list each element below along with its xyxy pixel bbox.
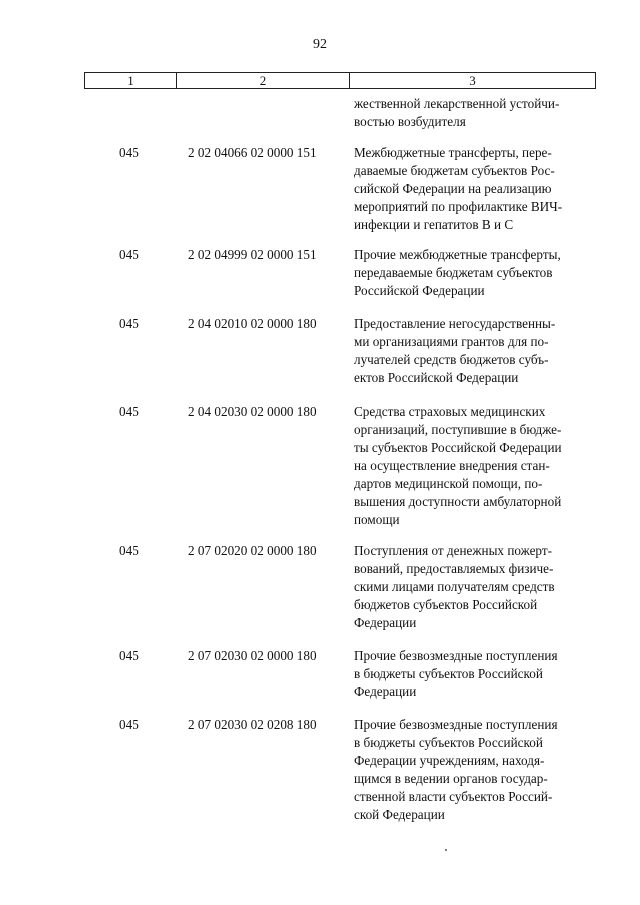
budget-code: 2 02 04066 02 0000 151 bbox=[188, 145, 317, 160]
row-description bbox=[354, 144, 594, 234]
description-line: Прочие безвозмездные поступления bbox=[354, 648, 558, 663]
description-line: даваемые бюджетам субъектов Рос- bbox=[354, 163, 555, 178]
budget-code: 2 07 02030 02 0208 180 bbox=[188, 717, 317, 732]
description-line: бюджетов субъектов Российской bbox=[354, 597, 538, 612]
row-description bbox=[354, 315, 594, 387]
description-line: ектов Российской Федерации bbox=[354, 370, 519, 385]
admin-code: 045 bbox=[119, 316, 139, 331]
description-line: Поступления от денежных пожерт- bbox=[354, 543, 553, 558]
admin-code: 045 bbox=[119, 717, 139, 732]
header-col-1: 1 bbox=[85, 73, 177, 88]
row-description bbox=[354, 542, 594, 632]
row-description bbox=[354, 716, 594, 824]
budget-code: 2 07 02030 02 0000 180 bbox=[188, 648, 317, 663]
description-line: сийской Федерации на реализацию bbox=[354, 181, 552, 196]
description-line: мероприятий по профилактике ВИЧ- bbox=[354, 199, 563, 214]
description-line: Предоставление негосударственны- bbox=[354, 316, 556, 331]
description-line: ты субъектов Российской Федерации bbox=[354, 440, 562, 455]
description-line: в бюджеты субъектов Российской bbox=[354, 666, 543, 681]
continued-line: востью возбудителя bbox=[354, 114, 466, 129]
budget-code: 2 07 02020 02 0000 180 bbox=[188, 543, 317, 558]
budget-code: 2 04 02010 02 0000 180 bbox=[188, 316, 317, 331]
description-line: щимся в ведении органов государ- bbox=[354, 771, 548, 786]
row-description bbox=[354, 246, 594, 300]
description-line: лучателей средств бюджетов субъ- bbox=[354, 352, 549, 367]
description-line: Федерации bbox=[354, 684, 417, 699]
page-number: 92 bbox=[313, 37, 327, 52]
description-line: инфекции и гепатитов B и C bbox=[354, 217, 514, 232]
admin-code: 045 bbox=[119, 648, 139, 663]
description-line: организаций, поступившие в бюдже- bbox=[354, 422, 562, 437]
budget-code: 2 02 04999 02 0000 151 bbox=[188, 247, 317, 262]
description-line: дартов медицинской помощи, по- bbox=[354, 476, 543, 491]
description-line: помощи bbox=[354, 512, 400, 527]
description-line: в бюджеты субъектов Российской bbox=[354, 735, 543, 750]
header-col-3: 3 bbox=[469, 73, 476, 88]
continued-description bbox=[354, 95, 594, 131]
admin-code: 045 bbox=[119, 404, 139, 419]
table-header bbox=[84, 72, 596, 89]
description-line: Межбюджетные трансферты, пере- bbox=[354, 145, 552, 160]
description-line: Российской Федерации bbox=[354, 283, 485, 298]
description-line: передаваемые бюджетам субъектов bbox=[354, 265, 553, 280]
description-line: вований, предоставляемых физиче- bbox=[354, 561, 554, 576]
description-line: Федерации bbox=[354, 615, 417, 630]
budget-code: 2 04 02030 02 0000 180 bbox=[188, 404, 317, 419]
description-line: Средства страховых медицинских bbox=[354, 404, 546, 419]
row-description bbox=[354, 647, 594, 701]
scan-speck bbox=[445, 849, 447, 851]
admin-code: 045 bbox=[119, 145, 139, 160]
description-line: ской Федерации bbox=[354, 807, 445, 822]
description-line: на осуществление внедрения стан- bbox=[354, 458, 550, 473]
row-description bbox=[354, 403, 594, 529]
admin-code: 045 bbox=[119, 247, 139, 262]
description-line: ственной власти субъектов Россий- bbox=[354, 789, 553, 804]
description-line: ми организациями грантов для по- bbox=[354, 334, 549, 349]
description-line: вышения доступности амбулаторной bbox=[354, 494, 562, 509]
admin-code: 045 bbox=[119, 543, 139, 558]
description-line: Прочие безвозмездные поступления bbox=[354, 717, 558, 732]
description-line: скими лицами получателям средств bbox=[354, 579, 555, 594]
continued-line: жественной лекарственной устойчи- bbox=[354, 96, 560, 111]
header-col-2: 2 bbox=[177, 73, 350, 88]
description-line: Федерации учреждениям, находя- bbox=[354, 753, 545, 768]
description-line: Прочие межбюджетные трансферты, bbox=[354, 247, 561, 262]
